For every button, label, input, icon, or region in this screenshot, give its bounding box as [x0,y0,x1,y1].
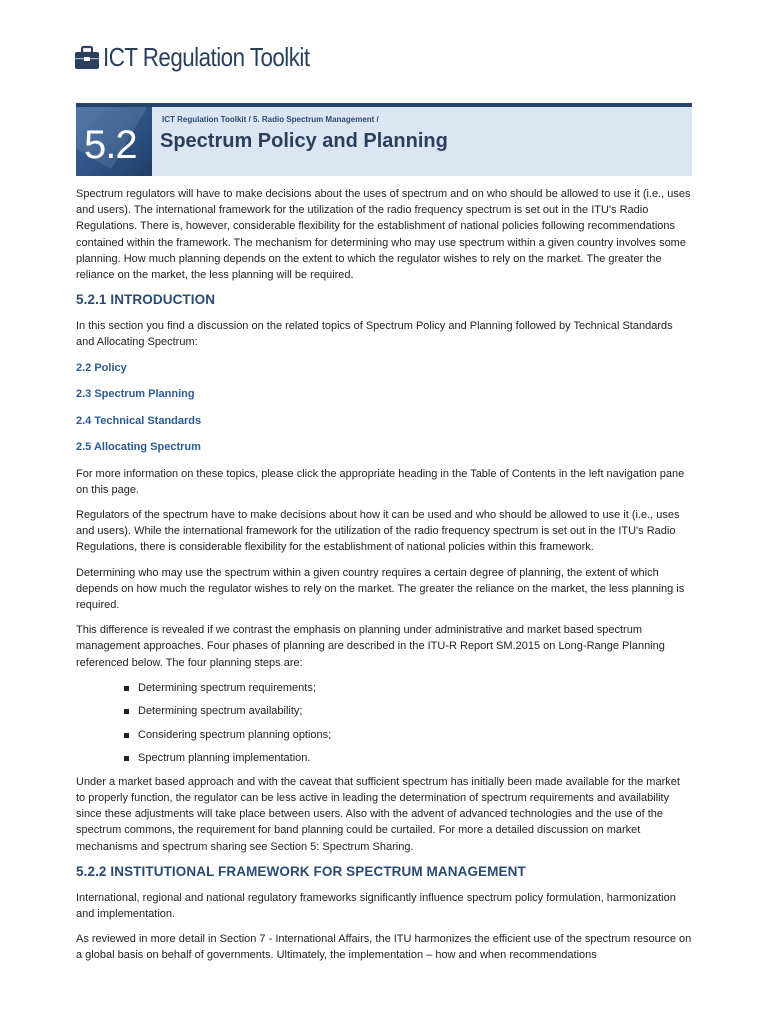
difference-paragraph: This difference is revealed if we contrast the emphasis on planning under administrative and market based spectrum management approaches. Four phases of planning are described in the ITU-R Report SM.2015 on Long-Range Planning referenced below. The four planning steps are: [76,624,665,669]
breadcrumb-link-toolkit[interactable]: ICT Regulation Toolkit [162,115,247,124]
link-technical-standards[interactable]: 2.4 Technical Standards [76,414,202,427]
heading-introduction: 5.2.1 INTRODUCTION [76,292,216,308]
list-item-text: Determining spectrum requirements; [138,681,316,694]
market-approach-paragraph: Under a market based approach and with the caveat that sufficient spectrum has initially been made available for the market to properly function, the regulator can be less active in leading the determination of spectrum requirements and availability since these adjustments will take place between users. Also with the advent of advanced technologies and the use of the spectrum commons, the requirement for band planning could be curtailed. For more a detailed discussion on market mechanisms and spectrum sharing see Section 5: Spectrum Sharing. [76,775,680,853]
list-item [124,727,692,743]
square-bullet-icon [124,733,129,738]
square-bullet-icon [124,709,129,714]
list-item-text: Spectrum planning implementation. [138,752,311,765]
list-item [124,703,692,719]
article-body [76,186,692,973]
intro-paragraph: Spectrum regulators will have to make decisions about the uses of spectrum and on who should be allowed to use it (i.e., uses and users). The international framework for the utilization of the radio frequency spectrum is set out in the ITU's Radio Regulations. There is, however, considerable flexibility for the establishment of national policies following recommendations contained within the framework. The mechanism for determining who may use spectrum within a given country involves some planning. How much planning depends on the extent to which the regulator wishes to rely on the market. The greater the reliance on the market, the less planning will be required. [76,188,691,282]
section-number-box [76,107,152,176]
reviewed-paragraph: As reviewed in more detail in Section 7 - International Affairs, the ITU harmonizes the efficient use of the spectrum resource on a global basis on behalf of governments. Ultimately, the implementation – how and when recommendations [76,933,692,962]
page-title: Spectrum Policy and Planning [160,130,448,152]
breadcrumb-separator: / [374,115,379,124]
section-overview-paragraph: In this section you find a discussion on the related topics of Spectrum Policy and Planning followed by Technical Standards and Allocating Spectrum: [76,320,673,349]
link-spectrum-planning[interactable]: 2.3 Spectrum Planning [76,388,195,401]
section-header [76,103,692,176]
site-logo[interactable] [73,42,343,73]
breadcrumb-link-radio-spectrum[interactable]: 5. Radio Spectrum Management [252,115,375,124]
section-number: 5.2 [84,123,137,167]
link-allocating-spectrum[interactable]: 2.5 Allocating Spectrum [76,441,201,454]
square-bullet-icon [124,756,129,761]
link-policy[interactable]: 2.2 Policy [76,361,127,374]
international-paragraph: International, regional and national regulatory frameworks significantly influence spectrum policy formulation, harmonization and implementation. [76,891,676,921]
determining-paragraph: Determining who may use the spectrum within a given country requires a certain degree of planning, the extent of which depends on how much the regulator wishes to rely on the market. The greater the reliance on the market, the less planning is required. [76,566,685,612]
breadcrumb-separator: / [246,115,253,124]
toolkit-briefcase-icon [73,44,101,72]
list-item-text: Determining spectrum availability; [138,705,303,718]
logo-text: ICT Regulation Toolkit [103,42,310,72]
list-item [124,680,692,696]
heading-institutional-framework: 5.2.2 INSTITUTIONAL FRAMEWORK FOR SPECTRUM MANAGEMENT [76,863,526,879]
more-info-paragraph: For more information on these topics, please click the appropriate heading in the Table of Contents in the left navigation pane on this page. [76,467,685,496]
square-bullet-icon [124,686,129,691]
list-item [124,750,692,766]
list-item-text: Considering spectrum planning options; [138,728,332,741]
breadcrumb [162,115,379,124]
regulators-paragraph: Regulators of the spectrum have to make decisions about how it can be used and who should be allowed to use it (i.e., uses and users). While the international framework for the utilization of the radio frequency spectrum is set out in the ITU's Radio Regulations, there is considerable flexibility for the establishment of national policies within this framework. [76,509,680,554]
planning-steps-list [124,680,692,767]
